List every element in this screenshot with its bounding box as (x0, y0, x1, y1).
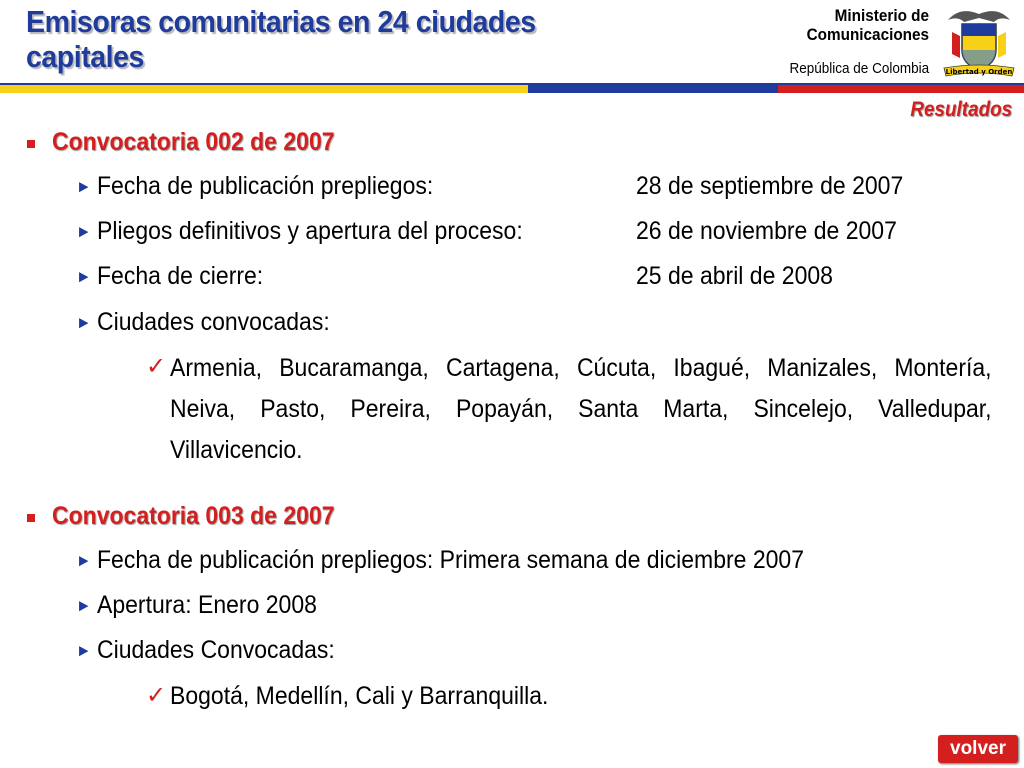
conv1-item: ► Ciudades convocadas: (76, 308, 330, 336)
flag-stripe (0, 85, 1024, 93)
play-arrow-icon: ► (76, 641, 92, 660)
section-tag: Resultados (910, 98, 1012, 121)
conv1-item: ► Pliegos definitivos y apertura del proceso: (76, 217, 523, 245)
conv1-cities: Armenia, Bucaramanga, Cartagena, Cúcuta, Ibagué, Manizales, Montería, Neiva, Pasto, Pereira, Popayán, Santa Marta, Sincelejo, Valledupar, Villavicencio. (170, 354, 992, 464)
conv2-item: ► Fecha de publicación prepliegos: Primera semana de diciembre 2007 (76, 546, 805, 574)
conv1-value: 26 de noviembre de 2007 (636, 217, 897, 245)
play-arrow-icon: ► (76, 222, 92, 241)
conv2-item: ► Apertura: Enero 2008 (76, 591, 317, 619)
page-title: Emisoras comunitarias en 24 ciudades capitales (26, 4, 536, 74)
conv1-value: 28 de septiembre de 2007 (636, 172, 904, 200)
back-button[interactable]: volver (938, 735, 1018, 763)
conv1-value: 25 de abril de 2008 (636, 262, 833, 290)
conv2-heading: Convocatoria 003 de 2007 (52, 502, 335, 530)
ministry-name (807, 6, 929, 44)
conv2-item: ► Ciudades Convocadas: (76, 636, 335, 664)
bullet-square-icon (27, 514, 35, 522)
conv1-heading: Convocatoria 002 de 2007 (52, 128, 335, 156)
play-arrow-icon: ► (76, 596, 92, 615)
ministry-line: Ministerio de Comunicaciones (806, 6, 929, 45)
conv1-item: ► Fecha de publicación prepliegos: (76, 172, 434, 200)
play-arrow-icon: ► (76, 267, 92, 286)
checkmark-icon: ✓ (146, 682, 167, 709)
play-arrow-icon: ► (76, 551, 92, 570)
conv1-item: ► Fecha de cierre: (76, 262, 264, 290)
logo-motto: Libertad y Orden (945, 68, 1013, 76)
bullet-square-icon (27, 140, 35, 148)
checkmark-icon: ✓ (146, 353, 167, 380)
coat-of-arms-logo (938, 2, 1020, 84)
republic-name: República de Colombia (789, 60, 929, 77)
play-arrow-icon: ► (76, 313, 92, 332)
play-arrow-icon: ► (76, 177, 92, 196)
conv2-cities: Bogotá, Medellín, Cali y Barranquilla. (170, 682, 549, 710)
